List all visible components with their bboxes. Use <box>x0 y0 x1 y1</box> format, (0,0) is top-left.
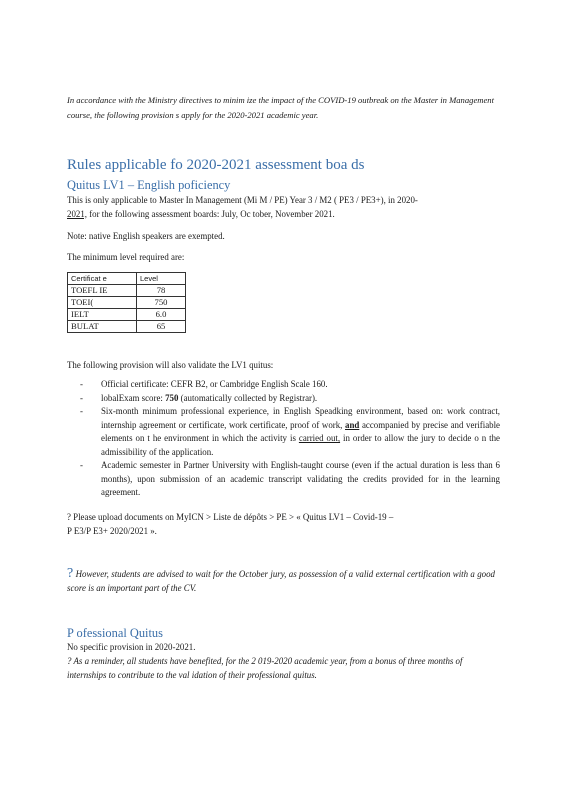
list-item-emphasis: and <box>345 419 360 430</box>
native-speaker-note: Note: native English speakers are exempted. <box>67 231 225 241</box>
upload-line-1: ? Please upload documents on MyICN > Liste de dépôts > PE > « Quitus LV1 – Covid-19 – <box>67 512 394 522</box>
list-item-text: Official certificate: CEFR B2, or Cambridge English Scale 160. <box>101 379 328 389</box>
list-item <box>80 392 500 406</box>
list-item-text: lobalExam score: <box>101 392 163 403</box>
list-dash: - <box>80 460 83 470</box>
list-dash: - <box>80 406 83 416</box>
globalexam-score: 750 <box>165 392 179 403</box>
table-header-row <box>68 273 186 285</box>
min-level-text: The minimum level required are: <box>67 252 185 262</box>
table-cell-certificate: TOEFL IE <box>68 285 137 297</box>
table-header-level: Level <box>137 273 186 285</box>
applicability-paragraph <box>67 194 497 221</box>
reminder-paragraph: ? As a reminder, all students have benefited, for the 2 019-2020 academic year, from a bonus of three months of internships to contribute to the val idation of their professional quitus. <box>67 656 463 680</box>
provision-intro: The following provision will also validate the LV1 quitus: <box>67 360 274 370</box>
list-item-text: Academic semester in Partner University with English-taught course (even if the actual duration is less than 6 months), upon submission of an academic transcript validating the credits provided for in the learning agreement. <box>101 460 500 497</box>
table-row <box>68 309 186 321</box>
list-item <box>80 405 500 459</box>
list-item <box>80 459 500 500</box>
applicability-text: This is only applicable to Master In Management (Mi M / PE) Year 3 / M2 ( PE3 / PE3+), in 2020- <box>67 195 418 205</box>
applicability-rest: for the following assessment boards: July, Oc tober, November 2021. <box>86 208 335 219</box>
main-heading: Rules applicable fo 2020-2021 assessment boa ds <box>67 157 365 173</box>
provision-list <box>80 378 500 500</box>
list-dash: - <box>80 392 83 403</box>
professional-line: No specific provision in 2020-2021. <box>67 642 196 652</box>
applicability-year: 2021, <box>67 208 87 219</box>
advice-text: However, students are advised to wait for the October jury, as possession of a valid external certification with a good score is an important part of the CV. <box>67 569 495 593</box>
upload-line-2: P E3/P E3+ 2020/2021 ». <box>67 525 157 536</box>
table-cell-level: 750 <box>137 297 186 309</box>
table-cell-certificate: BULAT <box>68 321 137 333</box>
table-cell-level: 65 <box>137 321 186 333</box>
list-item <box>80 378 500 392</box>
upload-instructions <box>67 511 497 538</box>
table-cell-level: 6.0 <box>137 309 186 321</box>
table-header-certificate: Certificat e <box>68 273 137 285</box>
table-row <box>68 321 186 333</box>
list-item-text: Six-month minimum professional experience, in English Speadking environment, based on: work contract, internship agreement or certificate, work certificate, proof of work, <box>101 406 500 430</box>
certificate-table <box>67 272 186 333</box>
table-cell-certificate: IELT <box>68 309 137 321</box>
advice-question-mark: ? <box>67 566 74 581</box>
intro-paragraph: In accordance with the Ministry directives to minim ize the impact of the COVID-19 outbreak on the Master in Management course, the following provision s apply for the 2020-2021 academic year. <box>67 95 494 120</box>
list-dash: - <box>80 379 83 389</box>
list-item-text: (automatically collected by Registrar). <box>180 392 318 403</box>
lv1-heading: Quitus LV1 – English poficiency <box>67 178 231 192</box>
table-row <box>68 285 186 297</box>
list-item-text: in order to allow the jury to decide o n the admissibility of the application. <box>101 433 501 457</box>
table-cell-certificate: TOEI( <box>68 297 137 309</box>
list-item-text: accompanied by precise and verifiable elements on t he environment in which the activity is <box>101 419 501 443</box>
list-item-underlined: carried out, <box>298 433 341 443</box>
advice-paragraph <box>67 567 495 595</box>
table-row <box>68 297 186 309</box>
professional-heading: P ofessional Quitus <box>67 626 163 640</box>
table-cell-level: 78 <box>137 285 186 297</box>
